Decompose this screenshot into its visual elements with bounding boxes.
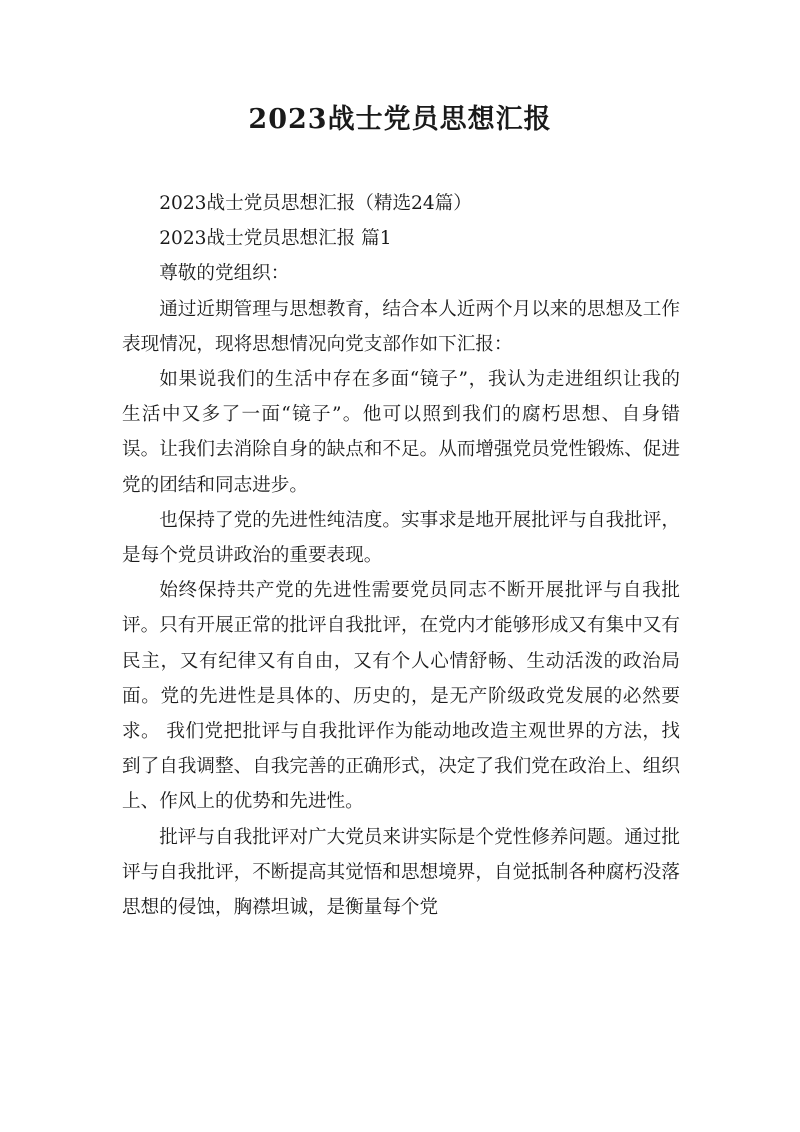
paragraph-salutation: 尊敬的党组织： [159, 263, 290, 285]
paragraph-body: 也保持了党的先进性纯洁度。实事求是地开展批评与自我批评，是每个党员讲政治的重要表现。 [122, 509, 680, 567]
document-body [122, 186, 680, 925]
paragraph-section-heading: 2023战士党员思想汇报 篇1 [159, 228, 392, 250]
paragraph-body: 批评与自我批评对广大党员来讲实际是个党性修养问题。通过批评与自我批评，不断提高其觉悟和思想境界，自觉抵制各种腐朽没落思想的侵蚀，胸襟坦诚，是衡量每个党 [122, 826, 680, 919]
paragraph-body: 始终保持共产党的先进性需要党员同志不断开展批评与自我批评。只有开展正常的批评自我批评，在党内才能够形成又有集中又有民主，又有纪律又有自由，又有个人心情舒畅、生动活泼的政治局面。党的先进性是具体的、历史的，是无产阶级政党发展的必然要求。 我们党把批评与自我批评作为能动地改造主观世界的方法，找到了自我调整、自我完善的正确形式，决定了我们党在政治上、组织上、作风上的优势和先进性。 [122, 580, 680, 813]
paragraph-body: 通过近期管理与思想教育，结合本人近两个月以来的思想及工作表现情况，现将思想情况向党支部作如下汇报： [122, 298, 680, 355]
paragraph-subtitle: 2023战士党员思想汇报（精选24篇） [159, 193, 472, 214]
paragraph-body: 如果说我们的生活中存在多面“镜子”，我认为走进组织让我的生活中又多了一面“镜子”。他可以照到我们的腐朽思想、自身错误。让我们去消除自身的缺点和不足。从而增强党员党性锻炼、促进党的团结和同志进步。 [122, 369, 680, 496]
document-title: 2023战士党员思想汇报 [248, 104, 552, 135]
